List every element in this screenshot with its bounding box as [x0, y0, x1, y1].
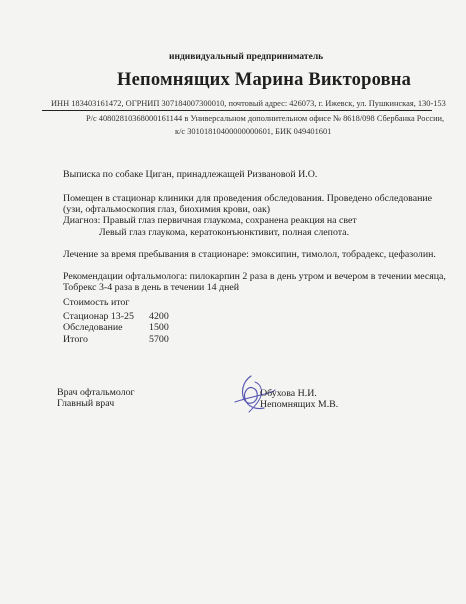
header-rule: [42, 110, 432, 111]
diagnosis-line-1: Диагноз: Правый глаз первичная глаукома, сохранена реакция на свет: [63, 215, 357, 226]
requisites-line-1: ИНН 183403161472, ОГРНИП 307184007300010, почтовый адрес: 426073, г. Ижевск, ул. Пушкинская, 130-153: [51, 99, 446, 108]
costs-title: Стоимость итог: [63, 297, 130, 308]
cost-label: Обследование: [63, 322, 123, 333]
requisites-line-3: к/с 30101810400000000601, БИК 049401601: [175, 127, 332, 136]
signature-name-1: Обухова Н.И.: [260, 388, 317, 399]
recommendation-line-1: Рекомендации офтальмолога: пилокарпин 2 раза в день утром и вечером в течении месяца,: [63, 271, 446, 282]
signature-role-1: Врач офтальмолог: [57, 387, 135, 398]
cost-label: Итого: [63, 334, 88, 345]
cost-value: 5700: [149, 334, 169, 345]
treatment-line: Лечение за время пребывания в стационаре: эмоксипин, тимолол, тобрадекс, цефазолин.: [63, 249, 436, 260]
admission-line-2: (узи, офтальмоскопия глаз, биохимия крови, оак): [63, 204, 271, 215]
cost-row: [63, 334, 169, 345]
cost-label: Стационар 13-25: [63, 311, 134, 322]
diagnosis-line-2: Левый глаз глаукома, кератоконъюнктивит, полная слепота.: [99, 227, 350, 238]
signature-name-2: Непомнящих М.В.: [260, 399, 339, 410]
requisites-line-2: Р/с 40802810368000161144 в Универсальном дополнительном офисе № 8618/098 Сбербанка России,: [86, 114, 445, 123]
cost-row: [63, 322, 169, 333]
cost-value: 1500: [149, 322, 169, 333]
entrepreneur-type: индивидуальный предприниматель: [169, 52, 324, 62]
signature-role-2: Главный врач: [57, 398, 115, 409]
recommendation-line-2: Тобрекс 3-4 раза в день в течении 14 дней: [63, 282, 240, 293]
entrepreneur-name: Непомнящих Марина Викторовна: [117, 70, 412, 90]
admission-line-1: Помещен в стационар клиники для проведения обследования. Проведено обследование: [63, 193, 433, 204]
cost-value: 4200: [149, 311, 169, 322]
cost-row: [63, 311, 169, 322]
intro-line: Выписка по собаке Циган, принадлежащей Ризвановой И.О.: [63, 169, 318, 180]
